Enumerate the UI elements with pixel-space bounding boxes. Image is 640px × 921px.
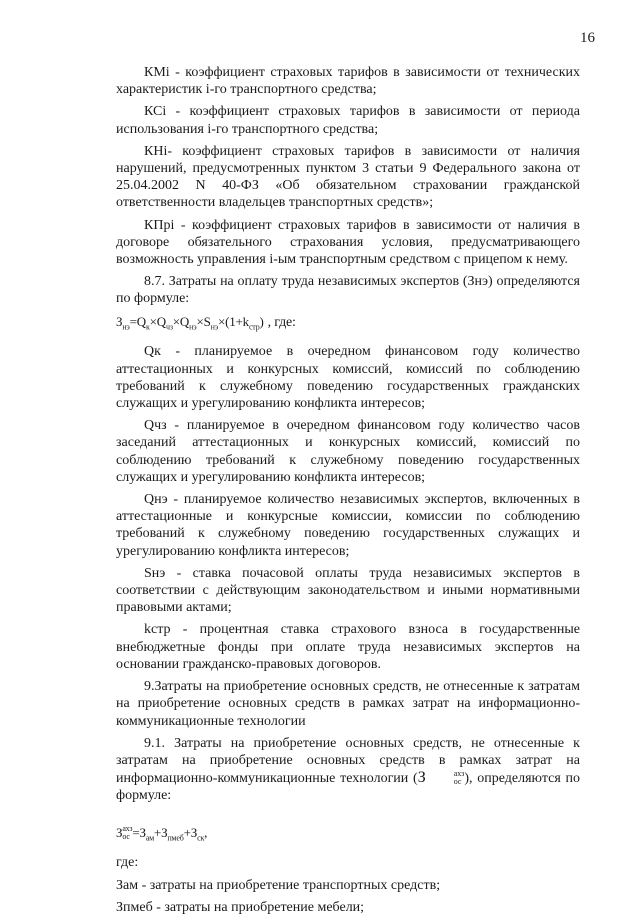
paragraph-kpri: КПрi - коэффициент страховых тарифов в зависимости от наличия в договоре обязательного страхования условия, предусматривающего возможность управления i-ым транспортным средством с прицепом к нему. — [116, 217, 580, 268]
paragraph-ksi: КСi - коэффициент страховых тарифов в зависимости от периода использования i-го транспортного средства; — [116, 104, 580, 137]
paragraph-9-1: 9.1. Затраты на приобретение основных средств, не отнесенные к затратам на приобретение основных средств в рамках затрат на информационно-коммуникационные технологии (З ахз ос ), определяются по формуле: — [116, 735, 581, 804]
definition-qk: Qк - планируемое в очередном финансовом году количество аттестационных и конкурсных комиссий, комиссий по соблюдению требований к служебному поведению государственных гражданских служащих и урегулированию конфликта интересов; — [116, 344, 580, 412]
definition-sne: Sнэ - ставка почасовой оплаты труда независимых экспертов в соответствии с действующим законодательством и иными нормативными правовыми актами; — [116, 565, 580, 616]
page-number: 16 — [580, 30, 595, 46]
where-label: где: — [116, 855, 139, 871]
paragraph-kni: КНi- коэффициент страховых тарифов в зависимости от наличия нарушений, предусмотренных пунктом 3 статьи 9 Федерального закона от 25.04.2002 N 40-ФЗ «Об обязательном страховании гражданской ответственности владельцев транспортных средств»; — [116, 143, 580, 211]
definition-zpmeb: Зпмеб - затраты на приобретение мебели; — [116, 899, 365, 915]
definition-zam: Зам - затраты на приобретение транспортных средств; — [116, 877, 441, 893]
paragraph-kmi: КМi - коэффициент страховых тарифов в зависимости от технических характеристик i-го транспортного средства; — [116, 65, 580, 98]
paragraph-9: 9.Затраты на приобретение основных средств, не отнесенные к затратам на приобретение основных средств в рамках затрат на информационно-коммуникационные технологии — [116, 679, 580, 729]
formula-fixed-assets: З ахз ос $=З_{ам}+З_{пмеб}+З_{ск}$, — [116, 823, 208, 843]
document-body — [116, 64, 580, 921]
formula-expert-costs: $З_{нэ}=Q_к\times Q_{чз}\times Q_{нэ}\times S_{нэ}\times(1+k_{стр})$ , где: — [116, 313, 296, 332]
definition-qne: Qнэ - планируемое количество независимых экспертов, включенных в аттестационные и конкурсные комиссии, комиссии по соблюдению требований к служебному поведению государственных служащих и урегулированию конфликта интересов; — [116, 492, 580, 559]
definition-qchz: Qчз - планируемое в очередном финансовом году количество часов заседаний аттестационных и конкурсных комиссий, комиссий по соблюдению требований к служебному поведению государственных служащих и урегулированию конфликта интересов; — [116, 418, 580, 485]
paragraph-8-7: 8.7. Затраты на оплату труда независимых экспертов (Знэ) определяются по формуле: — [116, 274, 580, 307]
definition-kstr: kстр - процентная ставка страхового взноса в государственные внебюджетные фонды при оплате труда независимых экспертов на основании гражданско-правовых договоров. — [116, 622, 580, 672]
